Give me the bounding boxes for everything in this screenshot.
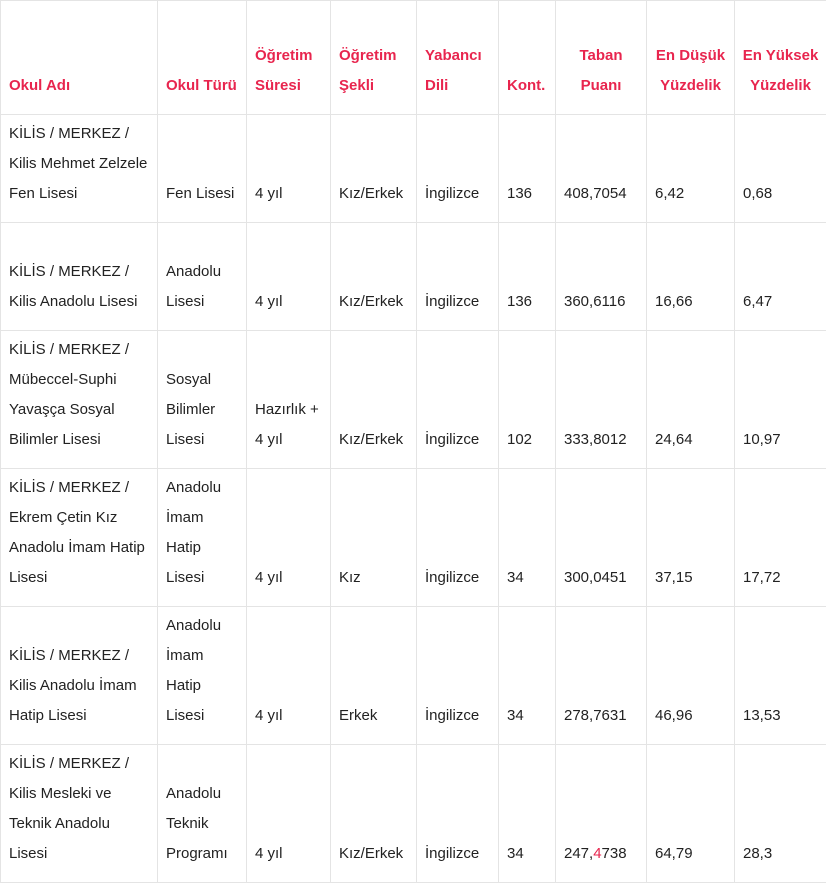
cell-taban-puani: 300,0451	[556, 469, 647, 607]
table-row	[1, 115, 826, 223]
cell-en-yuksek: 17,72	[735, 469, 826, 607]
cell-en-dusuk: 64,79	[647, 745, 735, 883]
table-row	[1, 469, 826, 607]
header-yabanci-dili: Yabancı Dili	[417, 1, 499, 115]
cell-ogretim-suresi: 4 yıl	[247, 469, 331, 607]
cell-okul-adi: KİLİS / MERKEZ / Mübeccel-Suphi Yavaşça Sosyal Bilimler Lisesi	[1, 331, 158, 469]
cell-ogretim-sekli: Erkek	[331, 607, 417, 745]
cell-okul-turu: Anadolu İmam Hatip Lisesi	[158, 469, 247, 607]
cell-en-yuksek: 13,53	[735, 607, 826, 745]
cell-yabanci-dili: İngilizce	[417, 469, 499, 607]
cell-okul-turu: Fen Lisesi	[158, 115, 247, 223]
table-row	[1, 745, 826, 883]
cell-ogretim-suresi: 4 yıl	[247, 223, 331, 331]
header-en-dusuk-yuzdelik: En Düşük Yüzdelik	[647, 1, 735, 115]
cell-en-yuksek: 6,47	[735, 223, 826, 331]
cell-taban-puani: 408,7054	[556, 115, 647, 223]
cell-okul-adi: KİLİS / MERKEZ / Kilis Anadolu Lisesi	[1, 223, 158, 331]
cell-ogretim-sekli: Kız/Erkek	[331, 331, 417, 469]
cell-kont: 34	[499, 745, 556, 883]
cell-ogretim-suresi: 4 yıl	[247, 607, 331, 745]
cell-taban-puani: 278,7631	[556, 607, 647, 745]
cell-okul-adi: KİLİS / MERKEZ / Kilis Anadolu İmam Hatip Lisesi	[1, 607, 158, 745]
header-okul-turu: Okul Türü	[158, 1, 247, 115]
cell-en-yuksek: 10,97	[735, 331, 826, 469]
cell-taban-puani: 333,8012	[556, 331, 647, 469]
cell-en-dusuk: 16,66	[647, 223, 735, 331]
taban-puani-part: 247,	[564, 845, 593, 862]
cell-taban-puani: 360,6116	[556, 223, 647, 331]
header-kont: Kont.	[499, 1, 556, 115]
cell-okul-adi: KİLİS / MERKEZ / Kilis Mehmet Zelzele Fen Lisesi	[1, 115, 158, 223]
taban-puani-part: 738	[602, 845, 627, 862]
cell-yabanci-dili: İngilizce	[417, 607, 499, 745]
cell-yabanci-dili: İngilizce	[417, 745, 499, 883]
cell-en-yuksek: 28,3	[735, 745, 826, 883]
header-en-yuksek-yuzdelik: En Yüksek Yüzdelik	[735, 1, 826, 115]
cell-kont: 136	[499, 115, 556, 223]
header-ogretim-suresi: Öğretim Süresi	[247, 1, 331, 115]
cell-okul-turu: Anadolu Lisesi	[158, 223, 247, 331]
cell-yabanci-dili: İngilizce	[417, 223, 499, 331]
taban-puani-highlight: 4	[593, 845, 601, 862]
cell-yabanci-dili: İngilizce	[417, 331, 499, 469]
cell-ogretim-sekli: Kız/Erkek	[331, 115, 417, 223]
cell-en-dusuk: 24,64	[647, 331, 735, 469]
cell-ogretim-suresi: Hazırlık + 4 yıl	[247, 331, 331, 469]
cell-ogretim-sekli: Kız/Erkek	[331, 223, 417, 331]
cell-okul-adi: KİLİS / MERKEZ / Kilis Mesleki ve Teknik Anadolu Lisesi	[1, 745, 158, 883]
cell-en-dusuk: 37,15	[647, 469, 735, 607]
cell-okul-turu: Anadolu Teknik Programı	[158, 745, 247, 883]
table-row	[1, 223, 826, 331]
header-taban-puani: Taban Puanı	[556, 1, 647, 115]
cell-en-dusuk: 46,96	[647, 607, 735, 745]
header-row	[1, 1, 826, 115]
cell-kont: 102	[499, 331, 556, 469]
cell-kont: 136	[499, 223, 556, 331]
table-row	[1, 607, 826, 745]
cell-taban-puani	[556, 745, 647, 883]
cell-ogretim-suresi: 4 yıl	[247, 745, 331, 883]
cell-okul-turu: Anadolu İmam Hatip Lisesi	[158, 607, 247, 745]
header-okul-adi: Okul Adı	[1, 1, 158, 115]
cell-yabanci-dili: İngilizce	[417, 115, 499, 223]
cell-en-yuksek: 0,68	[735, 115, 826, 223]
cell-ogretim-sekli: Kız	[331, 469, 417, 607]
cell-okul-adi: KİLİS / MERKEZ / Ekrem Çetin Kız Anadolu İmam Hatip Lisesi	[1, 469, 158, 607]
cell-ogretim-suresi: 4 yıl	[247, 115, 331, 223]
cell-kont: 34	[499, 607, 556, 745]
cell-en-dusuk: 6,42	[647, 115, 735, 223]
cell-ogretim-sekli: Kız/Erkek	[331, 745, 417, 883]
table-row	[1, 331, 826, 469]
header-ogretim-sekli: Öğretim Şekli	[331, 1, 417, 115]
cell-okul-turu: Sosyal Bilimler Lisesi	[158, 331, 247, 469]
cell-kont: 34	[499, 469, 556, 607]
